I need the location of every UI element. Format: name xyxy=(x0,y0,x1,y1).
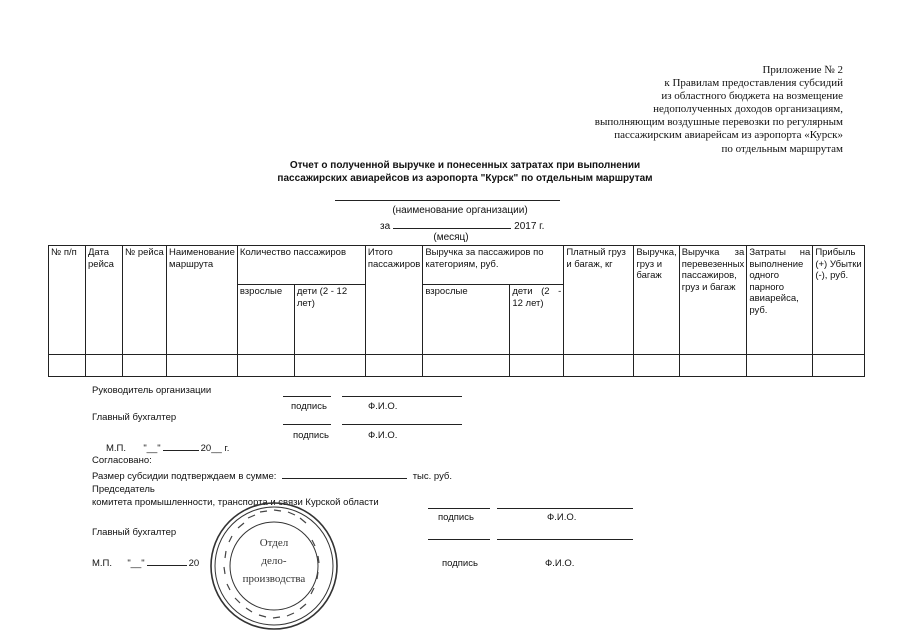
committee-label: комитета промышленности, транспорта и связи Курской области xyxy=(92,497,379,508)
head-fio-field[interactable] xyxy=(342,396,462,397)
agreed-label: Согласовано: xyxy=(92,455,152,466)
header-profit: Прибыль (+) Убытки (-), руб. xyxy=(813,246,865,355)
head-signature-field[interactable] xyxy=(283,396,331,397)
table-cell[interactable] xyxy=(294,355,365,377)
header-rev-children: дети (2 - 12 лет) xyxy=(510,285,564,355)
head-fio-caption: Ф.И.О. xyxy=(368,401,398,412)
appendix-line: Приложение № 2 xyxy=(762,64,843,76)
appendix-line: по отдельным маршрутам xyxy=(721,142,843,155)
table-cell[interactable] xyxy=(510,355,564,377)
header-transport-revenue: Выручка за перевезенных пассажиров, груз и багаж xyxy=(679,246,747,355)
appendix-line: пассажирским авиарейсам из аэропорта «Курск» xyxy=(614,129,843,142)
stamp-text: производства xyxy=(242,573,306,585)
table-cell[interactable] xyxy=(123,355,167,377)
stamp-text: дело- xyxy=(261,555,287,567)
appendix-line: недополученных доходов организациям, xyxy=(653,103,843,116)
header-pass-children: дети (2 - 12 лет) xyxy=(294,285,365,355)
month-caption: (месяц) xyxy=(433,232,469,243)
table-row xyxy=(49,355,865,377)
date2-year: 20 xyxy=(188,558,200,569)
header-passengers: Количество пассажиров xyxy=(237,246,365,285)
accountant-signature-field[interactable] xyxy=(283,424,331,425)
table-cell[interactable] xyxy=(86,355,123,377)
accountant2-fio-field[interactable] xyxy=(497,539,633,540)
table-cell[interactable] xyxy=(365,355,422,377)
header-revenue: Выручка за пассажиров по категориям, руб. xyxy=(423,246,564,285)
report-title-line1: Отчет о полученной выручке и понесенных затратах при выполнении xyxy=(289,160,641,171)
header-cargo: Платный груз и багаж, кг xyxy=(564,246,634,355)
accountant2-signature-caption: подпись xyxy=(442,558,478,569)
header-route: Наименование маршрута xyxy=(167,246,238,355)
header-date: Дата рейса xyxy=(86,246,123,355)
subsidy-amount-field[interactable] xyxy=(282,469,407,479)
appendix-line: выполняющим воздушные перевозки по регулярным xyxy=(594,116,843,129)
mp-label: М.П. xyxy=(106,443,127,454)
header-number: № п/п xyxy=(49,246,86,355)
report-table xyxy=(48,245,865,377)
appendix-line: из областного бюджета на возмещение xyxy=(661,90,843,103)
head-signature-caption: подпись xyxy=(291,401,327,412)
date2-month-field[interactable] xyxy=(147,556,187,566)
header-costs: Затраты на выполнение одного парного авиарейса, руб. xyxy=(747,246,813,355)
stamp-text: Отдел xyxy=(259,537,289,549)
table-cell[interactable] xyxy=(679,355,747,377)
accountant2-label: Главный бухгалтер xyxy=(92,527,177,538)
chairman-signature-caption: подпись xyxy=(438,512,474,523)
subsidy-line xyxy=(92,469,452,482)
round-stamp xyxy=(208,500,340,632)
report-title xyxy=(175,159,755,185)
org-name-caption: (наименование организации) xyxy=(392,205,528,216)
seal-date-line-2 xyxy=(92,556,199,569)
month-field[interactable] xyxy=(393,218,511,229)
date-year: 20__ г. xyxy=(200,443,230,454)
table-cell[interactable] xyxy=(747,355,813,377)
appendix-line: к Правилам предоставления субсидий xyxy=(664,77,843,90)
date-day: "__" xyxy=(143,443,161,454)
chairman-signature-field[interactable] xyxy=(428,508,490,509)
chairman-fio-field[interactable] xyxy=(497,508,633,509)
report-title-line2: пассажирских авиарейсов из аэропорта "Курск" по отдельным маршрутам xyxy=(277,173,653,184)
table-cell[interactable] xyxy=(634,355,679,377)
mp2-label: М.П. xyxy=(92,558,113,569)
chairman-label: Председатель xyxy=(92,484,155,495)
accountant-label: Главный бухгалтер xyxy=(92,412,177,423)
table-cell[interactable] xyxy=(237,355,294,377)
org-name-field[interactable] xyxy=(335,200,560,201)
header-cargo-revenue: Выручка, груз и багаж xyxy=(634,246,679,355)
header-flight: № рейса xyxy=(123,246,167,355)
header-total-passengers: Итого пассажиров xyxy=(365,246,422,355)
subsidy-prefix: Размер субсидии подтверждаем в сумме: xyxy=(92,471,277,482)
subsidy-suffix: тыс. руб. xyxy=(412,471,453,482)
table-cell[interactable] xyxy=(813,355,865,377)
table-cell[interactable] xyxy=(167,355,238,377)
head-label: Руководитель организации xyxy=(92,385,212,396)
chairman-fio-caption: Ф.И.О. xyxy=(547,512,577,523)
accountant2-fio-caption: Ф.И.О. xyxy=(545,558,575,569)
appendix-header xyxy=(423,64,843,156)
accountant-fio-field[interactable] xyxy=(342,424,462,425)
period-suffix: 2017 г. xyxy=(514,221,545,232)
date2-day: "__" xyxy=(127,558,145,569)
table-cell[interactable] xyxy=(564,355,634,377)
period-prefix: за xyxy=(380,221,391,232)
date-month-field[interactable] xyxy=(163,441,199,451)
accountant2-signature-field[interactable] xyxy=(428,539,490,540)
accountant-fio-caption: Ф.И.О. xyxy=(368,430,398,441)
header-pass-adults: взрослые xyxy=(237,285,294,355)
table-cell[interactable] xyxy=(49,355,86,377)
seal-date-line xyxy=(106,441,229,454)
table-cell[interactable] xyxy=(423,355,510,377)
period-line xyxy=(380,218,544,232)
accountant-signature-caption: подпись xyxy=(293,430,329,441)
header-rev-adults: взрослые xyxy=(423,285,510,355)
